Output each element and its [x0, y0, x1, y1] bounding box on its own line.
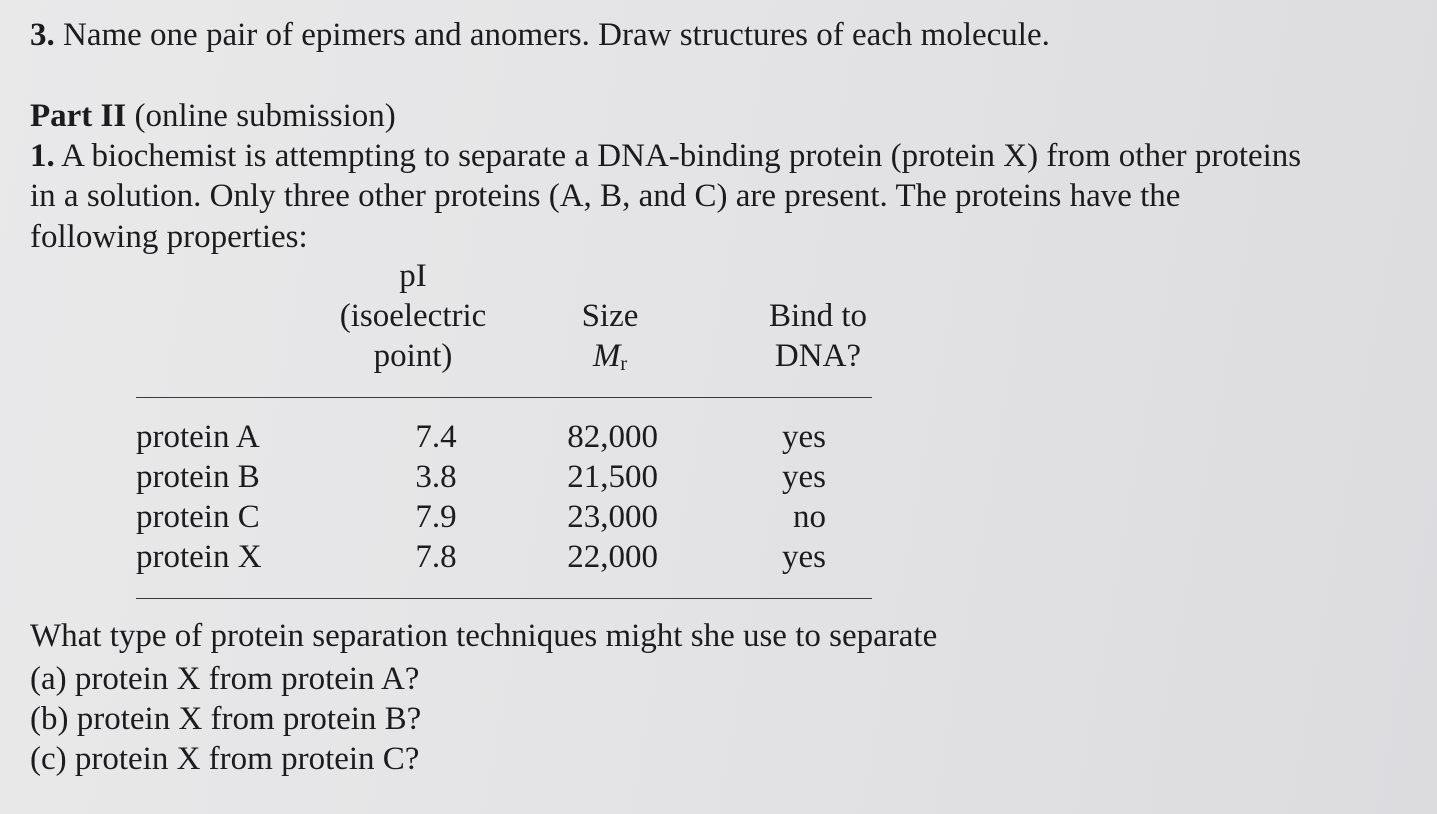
sub-question-a: (a) protein X from protein A? [30, 661, 420, 697]
table-row [136, 497, 872, 537]
row-bind: yes [782, 419, 826, 455]
question-3-number: 3. [30, 17, 55, 53]
row-protein-name: protein C [136, 499, 260, 535]
header-bind-line-1: Bind to [768, 298, 868, 334]
question-3-text: Name one pair of epimers and anomers. Draw structures of each molecule. [54, 17, 1050, 53]
row-bind: yes [782, 459, 826, 495]
table-row [136, 537, 872, 577]
question-1-text-1: A biochemist is attempting to separate a DNA-binding protein (protein X) from other proteins [54, 138, 1302, 174]
row-protein-name: protein A [136, 419, 260, 455]
header-bind-line-2: DNA? [774, 338, 862, 374]
row-size: 22,000 [567, 539, 658, 575]
row-bind: yes [782, 539, 826, 575]
row-size-cell [506, 497, 716, 537]
row-size: 23,000 [567, 499, 658, 535]
table-row [136, 457, 872, 497]
row-pi: 3.8 [415, 459, 457, 495]
part-2-subtitle: (online submission) [126, 98, 396, 134]
row-pi: 7.9 [415, 499, 457, 535]
header-size-line-1: Size [581, 298, 639, 334]
header-pi-line-1: pI [399, 258, 427, 294]
table-top-rule [136, 397, 872, 398]
header-size-mr [550, 336, 670, 384]
separation-question: What type of protein separation techniques might she use to separate [30, 618, 938, 654]
row-size: 82,000 [567, 419, 658, 455]
row-pi: 7.4 [415, 419, 457, 455]
row-size: 21,500 [567, 459, 658, 495]
row-size-cell [506, 457, 716, 497]
row-size-cell [506, 537, 716, 577]
header-bind [748, 296, 888, 376]
header-size-subscript: r [620, 353, 628, 375]
table-row [136, 417, 872, 457]
row-protein-name: protein B [136, 459, 260, 495]
table-bottom-rule [136, 598, 872, 599]
header-size [550, 296, 670, 384]
question-1-number: 1. [30, 138, 55, 174]
row-pi: 7.8 [415, 539, 457, 575]
sub-question-c: (c) protein X from protein C? [30, 741, 420, 777]
question-1-line-1 [30, 136, 1301, 176]
header-pi-line-3: point) [373, 338, 453, 374]
header-pi [328, 256, 498, 376]
protein-table [136, 417, 872, 577]
sub-question-b: (b) protein X from protein B? [30, 701, 422, 737]
row-protein-name: protein X [136, 539, 262, 575]
part-2-title: Part II [30, 98, 127, 134]
question-1-line-3: following properties: [30, 219, 308, 255]
header-pi-line-2: (isoelectric [339, 298, 487, 334]
row-bind: no [793, 499, 826, 535]
question-3 [30, 15, 1050, 55]
question-1-line-2: in a solution. Only three other proteins (A, B, and C) are present. The proteins have the [30, 178, 1181, 214]
row-size-cell [506, 417, 716, 457]
part-2-heading [30, 96, 396, 136]
header-size-m: M [592, 338, 621, 374]
